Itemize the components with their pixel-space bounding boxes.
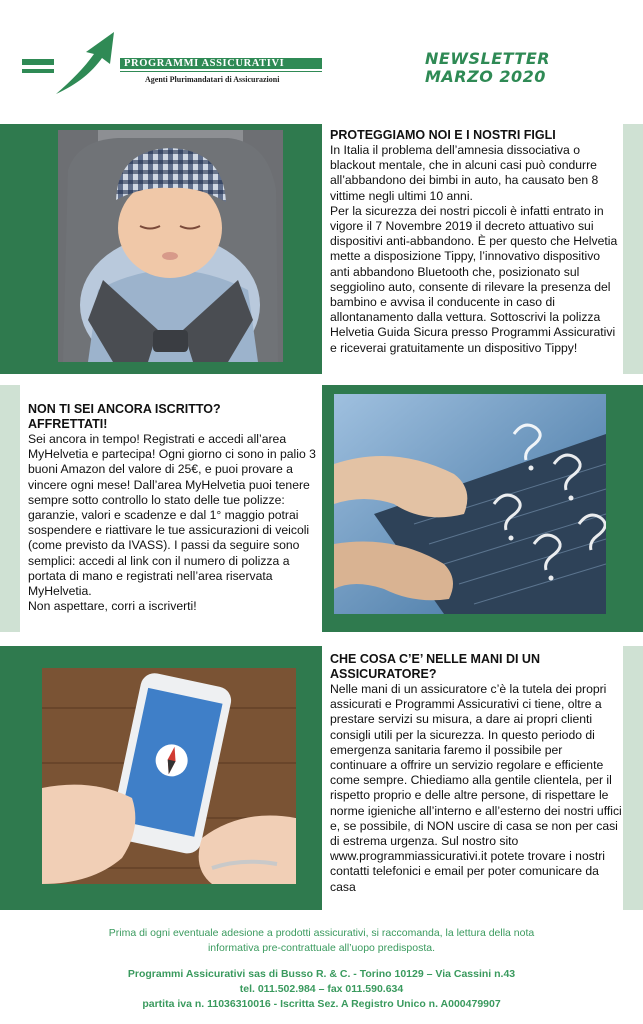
section2-paragraph: Non aspettare, corri a iscriverti! [28,599,197,614]
section2-paragraph: Sei ancora in tempo! Registrati e accedi all’area MyHelvetia e partecipa! Ogni giorno ci sono in palio 3 buoni Amazon del valore di 25€, e puoi provare a vincere ogni mese! Dall’area MyHelvetia puoi tenere sempre sotto controllo lo stato delle tue polizze: garanzie, valori e scadenze e dal 1° maggio potrai sospendere e riattivare le tue assicurazioni di veicoli (come previsto da IVASS). I passi da seguire sono semplici: accedi al link con il numero di polizza a portata di mano e registrati nell’area riservata MyHelvetia. [28,432,316,599]
company-footer [0,967,643,1012]
section2-title [28,402,318,432]
section2-body [28,432,320,614]
disclaimer [0,926,643,956]
footer-registration: partita iva n. 11036310016 - Iscritta Sez. A Registro Unico n. A000479907 [142,998,501,1010]
section1-body [330,143,620,356]
section1-side-bar [623,124,643,374]
section2-side-bar [0,385,20,632]
logo-subtitle: Agenti Plurimandatari di Assicurazioni [145,75,280,84]
section3-title-line: ASSICURATORE? [330,667,437,681]
laptop-keyboard-image [334,394,606,614]
section3-title-line: CHE COSA C’E’ NELLE MANI DI UN [330,652,540,666]
logo-divider [120,71,322,72]
logo-stripe [22,59,54,65]
section1-paragraph: In Italia il problema dell’amnesia dissociativa o blackout mentale, che in alcuni casi può condurre all’abbandono dei bimbi in auto, ha causato ben 8 vittime negli ultimi 10 anni. [330,143,599,203]
section2-title-line: NON TI SEI ANCORA ISCRITTO? [28,402,221,416]
logo-stripe [22,69,54,73]
footer-address: Programmi Assicurativi sas di Busso R. & C. - Torino 10129 – Via Cassini n.43 [127,968,516,980]
section2-title-line: AFFRETTATI! [28,417,108,431]
section3-title [330,652,620,682]
section3-paragraph: Nelle mani di un assicuratore c’è la tutela dei propri assicurati e Programmi Assicurativi ci tiene, oltre a prestare servizi su misura, a dare ai propri clienti consigli utili per la sicurezza. In questo periodo di emergenza sanitaria faremo il possibile per continuare a offrire un servizio regolare e efficiente come sempre. Chiediamo alla gentile clientela, per il rispetto proprio e delle altre persone, di rispettare le norme igieniche all’interno e all’esterno dei nostri uffici e, se possibile, di NON uscire di casa se non per casi di estrema urgenza. Sul nostro sito www.programmiassicurativi.it potete trovare i nostri contatti telefonici e email per poter comunicare da casa [330,682,622,894]
section3-side-bar [623,646,643,910]
newsletter-title: NEWSLETTER [425,49,551,68]
logo-title: PROGRAMMI ASSICURATIVI [124,58,285,69]
logo-arrow-icon [54,30,120,96]
footer-contacts: tel. 011.502.984 – fax 011.590.634 [239,983,404,995]
section3-body [330,682,622,895]
newsletter-date: MARZO 2020 [425,67,546,86]
section1-title: PROTEGGIAMO NOI E I NOSTRI FIGLI [330,128,556,142]
phone-compass-image [42,668,296,884]
disclaimer-line: Prima di ogni eventuale adesione a prodotti assicurativi, si raccomanda, la lettura della nota [108,927,535,939]
disclaimer-line: informativa pre-contrattuale all’uopo predisposta. [207,942,436,954]
section1-paragraph: Per la sicurezza dei nostri piccoli è infatti entrato in vigore il 7 Novembre 2019 il decreto attuativo sui dispositivi anti-abbandono. È per questo che Helvetia mette a disposizione Tippy, l’innovativo dispositivo anti abbandono Bluetooth che, posizionato sul seggiolino auto, consente di rilevare la presenza del bambino e avvisa il conducente in caso di allontanamento dalla vettura. Sottoscrivi la polizza Helvetia Guida Sicura presso Programmi Assicurativi e riceverai gratuitamente un dispositivo Tippy! [330,203,618,355]
baby-car-seat-image [58,130,283,362]
